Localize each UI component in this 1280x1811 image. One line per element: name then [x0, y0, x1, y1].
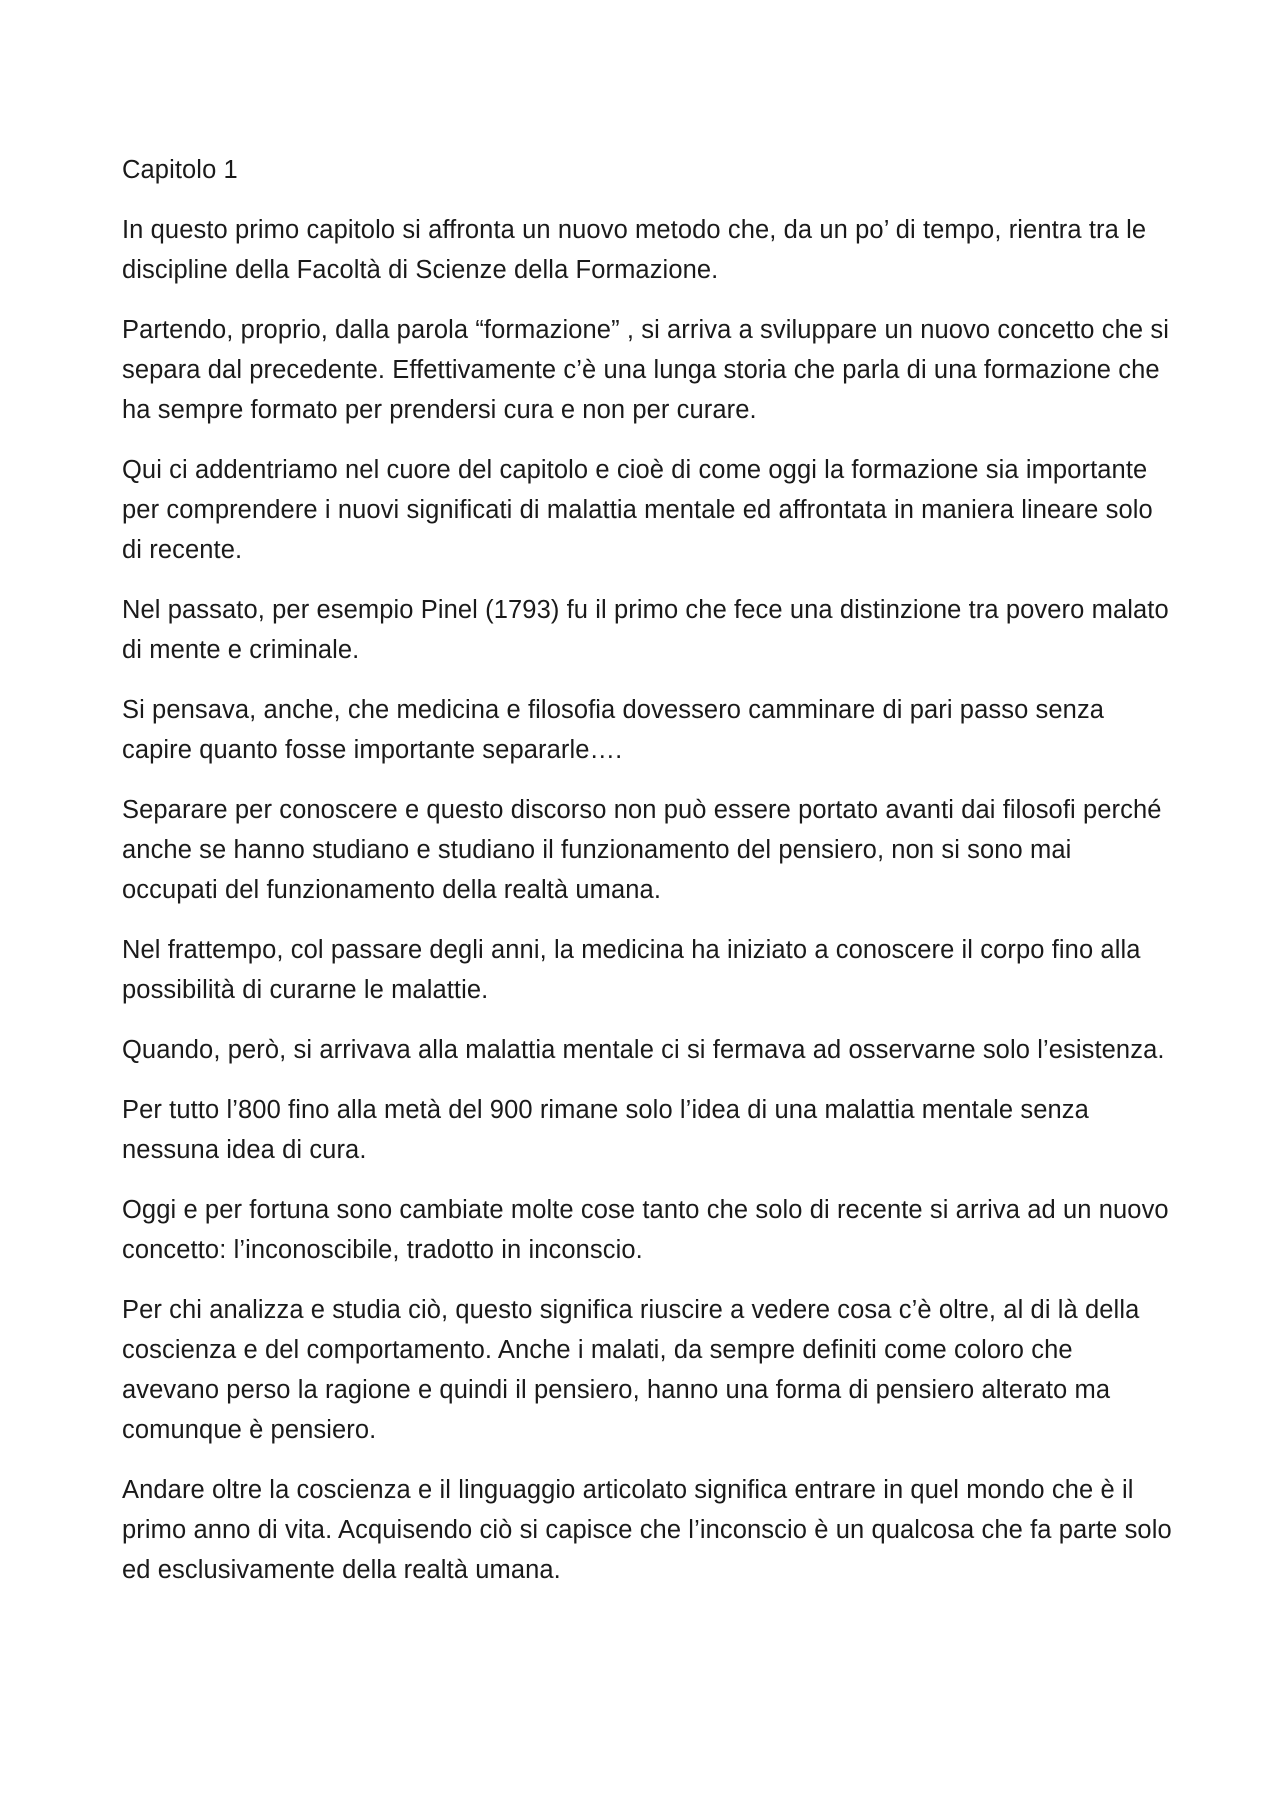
paragraph-2: Partendo, proprio, dalla parola “formazione” , si arriva a sviluppare un nuovo concetto che si separa dal precedente. Effettivamente c’è una lunga storia che parla di una formazione che ha sempre formato per prendersi cura e non per curare. — [122, 316, 1169, 424]
paragraph-9: Per tutto l’800 fino alla metà del 900 rimane solo l’idea di una malattia mentale senza nessuna idea di cura. — [122, 1096, 1089, 1164]
chapter-heading: Capitolo 1 — [122, 156, 238, 184]
paragraph-10: Oggi e per fortuna sono cambiate molte cose tanto che solo di recente si arriva ad un nuovo concetto: l’inconoscibile, tradotto in inconscio. — [122, 1196, 1169, 1264]
paragraph-12: Andare oltre la coscienza e il linguaggio articolato significa entrare in quel mondo che è il primo anno di vita. Acquisendo ciò si capisce che l’inconscio è un qualcosa che fa parte solo ed esclusivamente della realtà umana. — [122, 1476, 1172, 1584]
paragraph-3: Qui ci addentriamo nel cuore del capitolo e cioè di come oggi la formazione sia importante per comprendere i nuovi significati di malattia mentale ed affrontata in maniera lineare solo di recente. — [122, 456, 1153, 564]
document-body — [122, 150, 1172, 1610]
paragraph-6: Separare per conoscere e questo discorso non può essere portato avanti dai filosofi perché anche se hanno studiano e studiano il funzionamento del pensiero, non si sono mai occupati del funzionamento della realtà umana. — [122, 796, 1162, 904]
paragraph-1: In questo primo capitolo si affronta un nuovo metodo che, da un po’ di tempo, rientra tra le discipline della Facoltà di Scienze della Formazione. — [122, 216, 1147, 284]
paragraph-4: Nel passato, per esempio Pinel (1793) fu il primo che fece una distinzione tra povero malato di mente e criminale. — [122, 596, 1169, 664]
paragraph-5: Si pensava, anche, che medicina e filosofia dovessero camminare di pari passo senza capire quanto fosse importante separarle…. — [122, 696, 1105, 764]
paragraph-7: Nel frattempo, col passare degli anni, la medicina ha iniziato a conoscere il corpo fino alla possibilità di curarne le malattie. — [122, 936, 1141, 1004]
paragraph-8: Quando, però, si arrivava alla malattia mentale ci si fermava ad osservarne solo l’esistenza. — [122, 1036, 1165, 1064]
paragraph-11: Per chi analizza e studia ciò, questo significa riuscire a vedere cosa c’è oltre, al di là della coscienza e del comportamento. Anche i malati, da sempre definiti come coloro che avevano perso la ragione e quindi il pensiero, hanno una forma di pensiero alterato ma comunque è pensiero. — [122, 1296, 1140, 1444]
